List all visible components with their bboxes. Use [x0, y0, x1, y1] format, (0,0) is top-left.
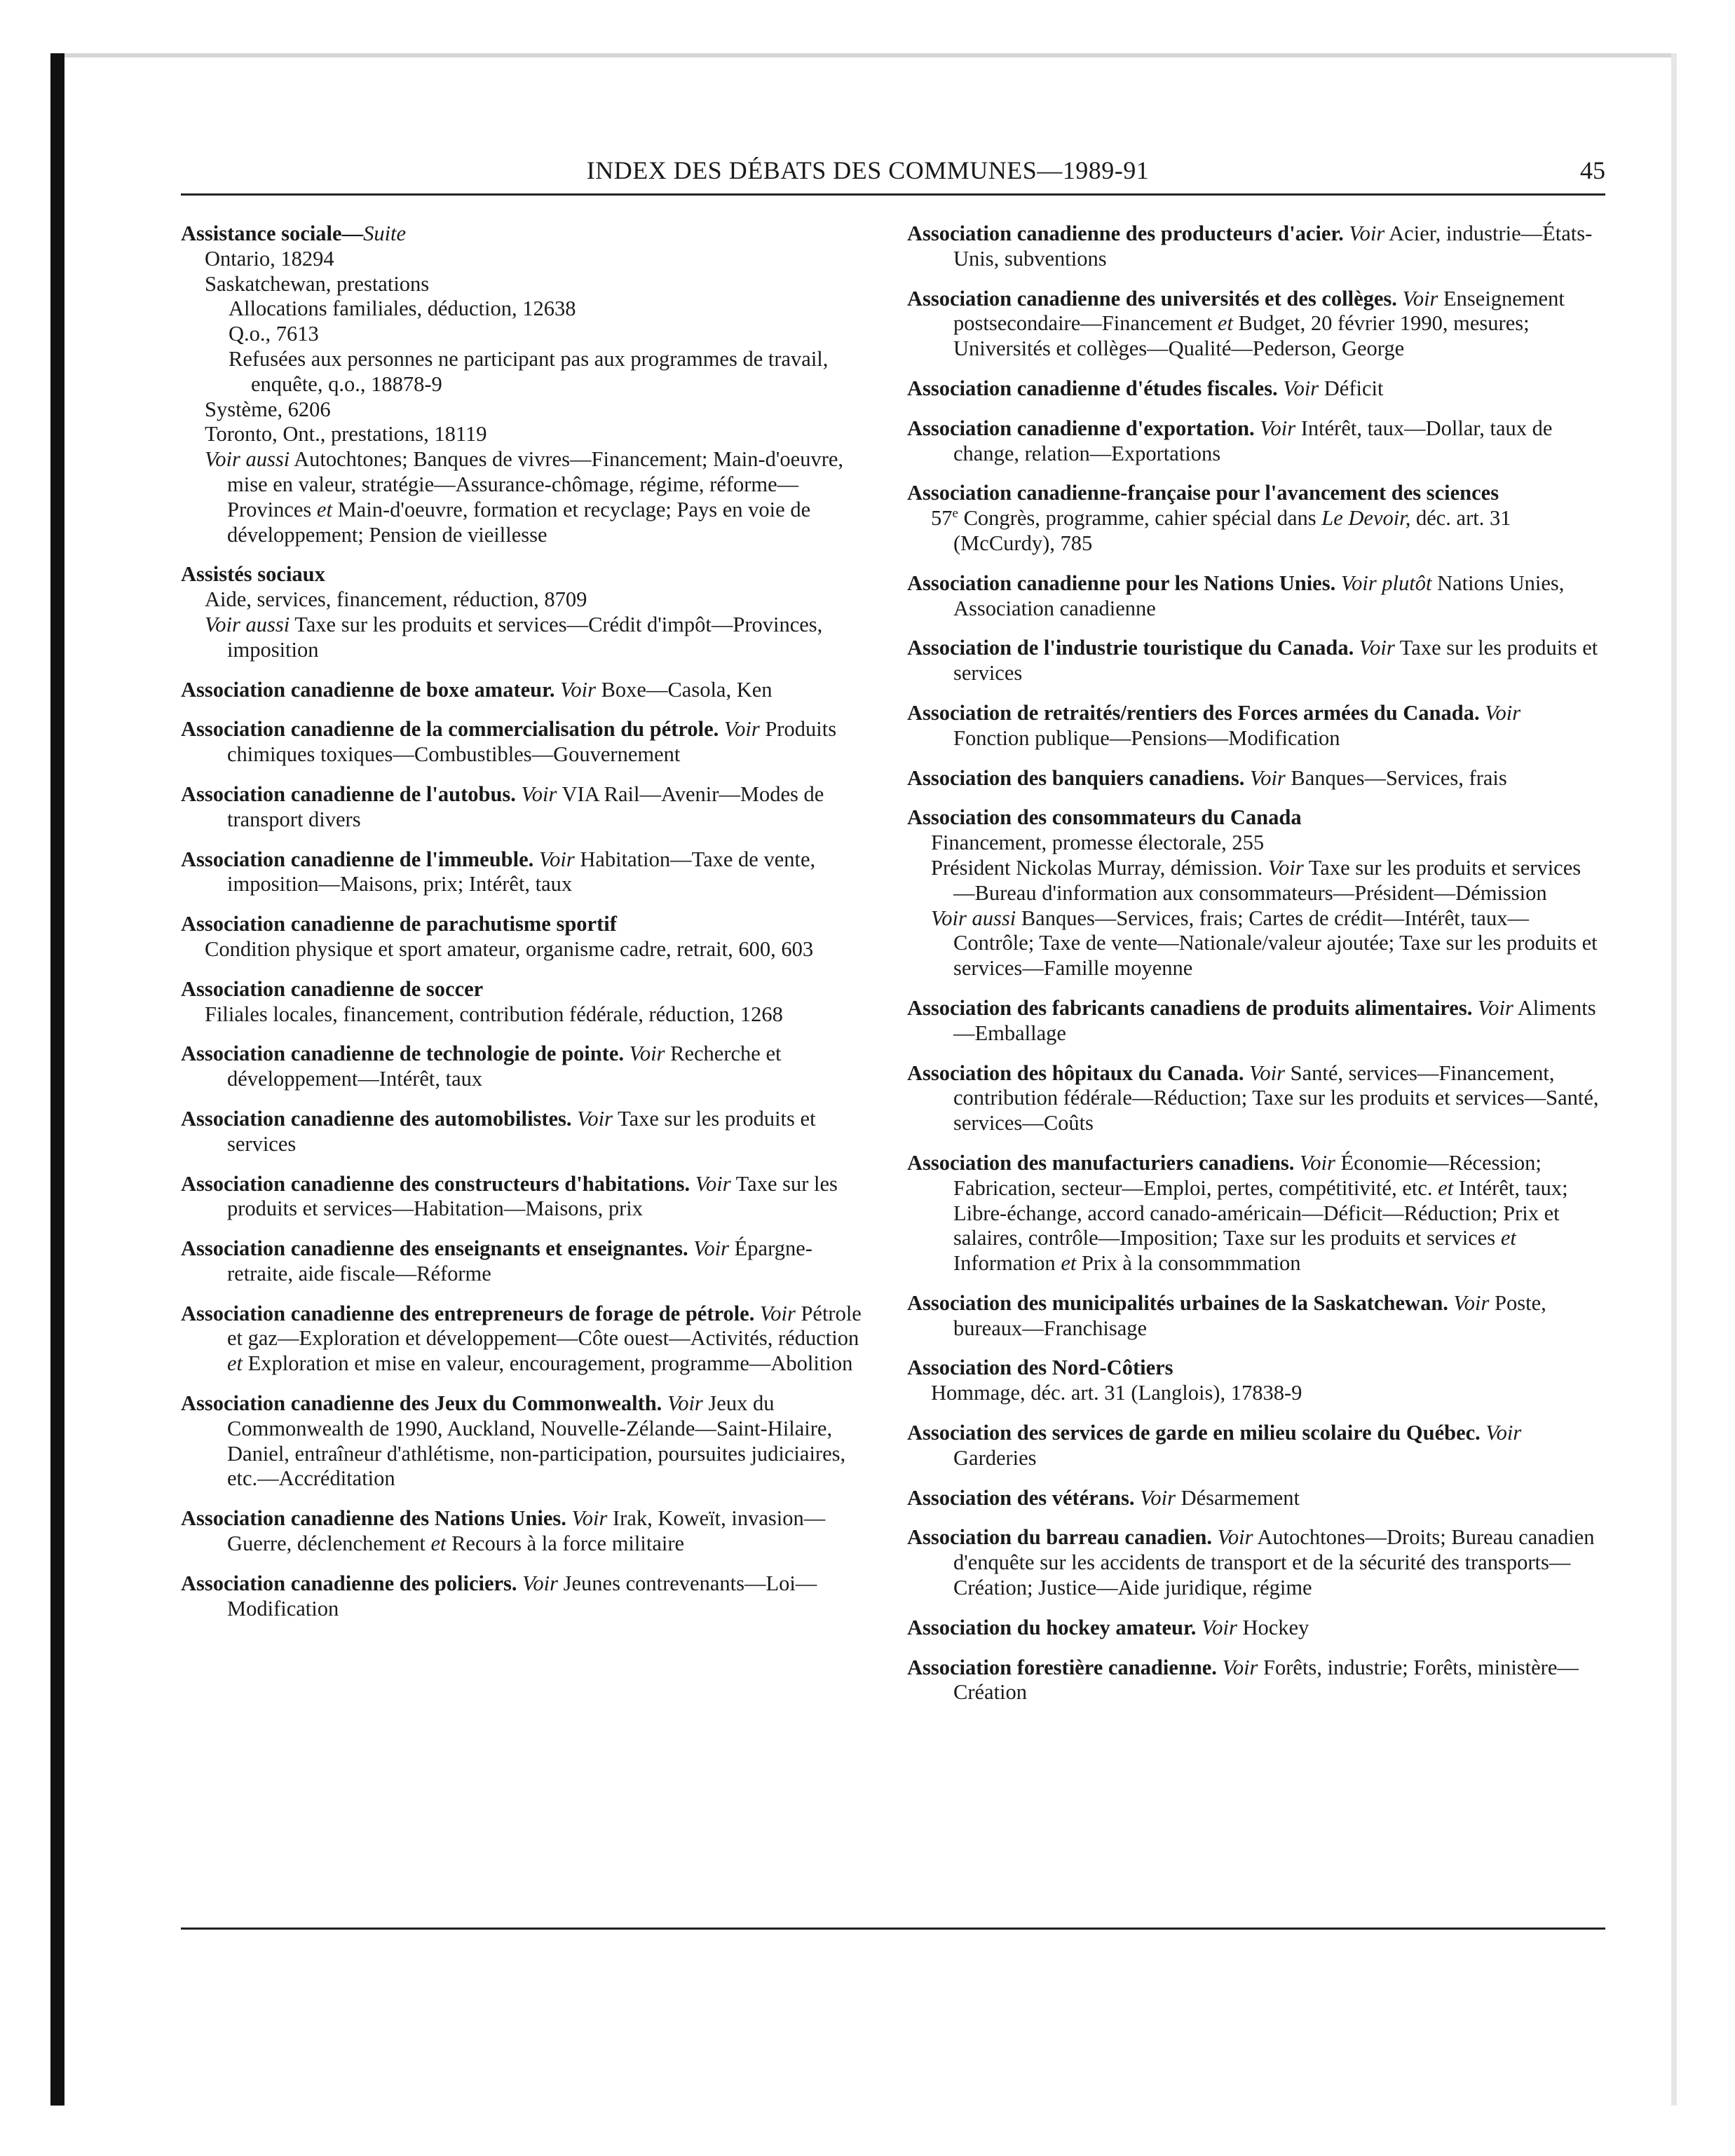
index-entry — [907, 1151, 1601, 1276]
left-column — [181, 221, 875, 1636]
index-entry — [181, 1236, 875, 1287]
entry-title: Association canadienne des enseignants et enseignantes. — [181, 1236, 688, 1261]
subentry-text: Président Nickolas Murray, démission. — [931, 855, 1268, 880]
page-header — [181, 153, 1605, 196]
entry-heading — [181, 782, 875, 833]
ref-text: Boxe—Casola, Ken — [595, 677, 773, 702]
entry-title: Association des fabricants canadiens de produits alimentaires. — [907, 995, 1473, 1020]
subentry: Ontario, 18294 — [205, 246, 334, 271]
index-entry — [181, 1571, 875, 1622]
entry-title: Association forestière canadienne. — [907, 1655, 1217, 1679]
index-entry — [181, 1302, 875, 1377]
subentry-level2: Allocations familiales, déduction, 12638 — [229, 296, 576, 321]
entry-heading — [907, 996, 1601, 1046]
page-number: 45 — [1580, 156, 1605, 184]
entry-title: Association canadienne de l'immeuble. — [181, 847, 534, 871]
subentry — [907, 506, 1601, 557]
ref-text: Poste, bureaux—Franchisage — [953, 1290, 1546, 1340]
entry-suite: Suite — [363, 221, 407, 245]
see-label: Voir — [759, 1301, 796, 1325]
index-entry — [907, 1291, 1601, 1342]
see-label: Voir — [1349, 221, 1385, 245]
entry-title: Association du barreau canadien. — [907, 1525, 1212, 1550]
entry-title: Association des manufacturiers canadiens. — [907, 1150, 1295, 1175]
entry-title: Association des consommateurs du Canada — [907, 805, 1302, 830]
see-label: Voir — [1140, 1485, 1176, 1510]
index-entry — [181, 562, 875, 662]
see-label: Voir — [1201, 1615, 1237, 1639]
ref-text: Hockey — [1237, 1615, 1309, 1639]
entry-heading — [907, 1151, 1601, 1276]
ordinal-number: 57 — [931, 506, 953, 531]
ref-text: Garderies — [953, 1445, 1037, 1470]
ref-text: Intérêt, taux; Libre-échange, accord canado-américain—Déficit—Réduction; Prix et salaires, contrôle—Imposition; Taxe sur les produits et services — [953, 1175, 1568, 1250]
entry-title: Association des municipalités urbaines de la Saskatchewan. — [907, 1290, 1448, 1315]
see-label: Voir — [577, 1106, 613, 1131]
index-entry — [907, 571, 1601, 622]
see-label: Voir — [560, 677, 596, 702]
scan-border-top — [50, 53, 1677, 57]
entry-heading — [181, 977, 875, 1002]
scan-border-left — [50, 53, 64, 2106]
ref-text: Main-d'oeuvre, formation et recyclage; Pays en voie de développement; Pension de vieillesse — [227, 497, 811, 547]
index-entry — [907, 701, 1601, 751]
entry-title: Association canadienne d'études fiscales. — [907, 376, 1278, 400]
index-page — [181, 153, 1605, 1933]
subentry-level2: Q.o., 7613 — [229, 322, 319, 346]
entry-title: Association canadienne de parachutisme sportif — [181, 912, 617, 936]
ref-text: Autochtones—Droits; Bureau canadien d'enquête sur les accidents de transport et de la sécurité des transports—Création; Justice—Aide juridique, régime — [953, 1525, 1595, 1600]
see-label: Voir — [695, 1171, 731, 1196]
entry-title: Association des banquiers canadiens. — [907, 765, 1245, 790]
index-entry — [907, 766, 1601, 791]
see-also-ref — [907, 906, 1601, 981]
entry-title: Association des services de garde en milieu scolaire du Québec. — [907, 1421, 1481, 1445]
entry-title: Association du hockey amateur. — [907, 1615, 1197, 1639]
see-label: Voir — [1249, 1060, 1285, 1085]
index-entry — [907, 1616, 1601, 1641]
et-word: et — [1438, 1175, 1454, 1200]
entry-title: Association canadienne des automobilistes. — [181, 1106, 572, 1131]
subentry: Financement, promesse électorale, 255 — [931, 831, 1265, 855]
ref-text: Taxe sur les produits et services—Bureau d'information aux consommateurs—Président—Démission — [953, 855, 1581, 905]
entry-title: Assistance sociale— — [181, 221, 364, 245]
see-rather-label: Voir plutôt — [1340, 571, 1432, 595]
index-entry — [907, 376, 1601, 402]
subentry-text: Congrès, programme, cahier spécial dans — [958, 506, 1322, 531]
ref-text: Taxe sur les produits et services—Habitation—Maisons, prix — [227, 1171, 838, 1221]
see-label: Voir — [1260, 416, 1296, 440]
ref-text: Taxe sur les produits et services — [953, 636, 1598, 685]
index-entry — [181, 717, 875, 767]
index-entry — [181, 847, 875, 898]
subentry-text: déc. art. 31 (McCurdy), 785 — [953, 506, 1511, 555]
subentry: Aide, services, financement, réduction, 8709 — [205, 587, 587, 612]
et-word: et — [1500, 1226, 1516, 1250]
see-label: Voir — [1485, 1421, 1522, 1445]
ref-text: Banques—Services, frais; Cartes de crédit—Intérêt, taux—Contrôle; Taxe de vente—Nationale/valeur ajoutée; Taxe sur les produits et services—Famille moyenne — [953, 906, 1598, 981]
subentry: Condition physique et sport amateur, organisme cadre, retrait, 600, 603 — [205, 936, 814, 961]
entry-heading — [181, 1302, 875, 1377]
scan-border-right — [1671, 53, 1677, 2106]
index-entry — [907, 1061, 1601, 1136]
index-entry — [907, 1356, 1601, 1406]
entry-heading — [907, 416, 1601, 467]
ref-text: Jeux du Commonwealth de 1990, Auckland, Nouvelle-Zélande—Saint-Hilaire, Daniel, entraîneur d'athlétisme, non-participation, poursuites judiciaires, etc.—Accréditation — [227, 1391, 846, 1491]
entry-heading — [181, 1391, 875, 1492]
ref-text: Information — [953, 1251, 1061, 1276]
entry-title: Association canadienne des entrepreneurs de forage de pétrole. — [181, 1301, 755, 1325]
et-word: et — [1061, 1251, 1077, 1276]
see-label: Voir — [1217, 1525, 1253, 1550]
ref-text: Intérêt, taux—Dollar, taux de change, relation—Exportations — [953, 416, 1553, 465]
see-label: Voir — [1402, 286, 1438, 311]
index-entry — [181, 782, 875, 833]
ordinal-suffix: e — [952, 506, 958, 521]
see-label: Voir — [1359, 636, 1395, 660]
ref-text: Banques—Services, frais — [1285, 765, 1507, 790]
entry-title: Association des Nord-Côtiers — [907, 1356, 1173, 1380]
see-label: Voir — [667, 1391, 703, 1416]
subentry-level2: Refusées aux personnes ne participant pas aux programmes de travail, enquête, q.o., 18878-9 — [229, 346, 829, 396]
right-column — [907, 221, 1601, 1720]
see-label: Voir — [521, 782, 557, 806]
subentry: Toronto, Ont., prestations, 18119 — [205, 422, 487, 446]
et-word: et — [430, 1531, 447, 1556]
entry-heading — [907, 636, 1601, 686]
index-entry — [181, 678, 875, 703]
see-also-ref — [181, 613, 875, 663]
index-entry — [907, 1421, 1601, 1471]
index-entry — [907, 287, 1601, 362]
et-word: et — [227, 1351, 243, 1376]
entry-heading — [181, 562, 875, 587]
index-entry — [181, 977, 875, 1028]
ref-text: Pétrole et gaz—Exploration et développement—Côte ouest—Activités, réduction — [227, 1301, 862, 1351]
ref-text: Nations Unies, Association canadienne — [953, 571, 1565, 620]
ref-text: Habitation—Taxe de vente, imposition—Maisons, prix; Intérêt, taux — [227, 847, 816, 896]
entry-heading — [907, 1421, 1601, 1471]
footer-rule — [181, 1928, 1605, 1930]
see-also-ref — [181, 447, 875, 547]
see-also-label: Voir aussi — [931, 906, 1016, 930]
entry-heading — [907, 701, 1601, 751]
index-entry — [907, 1656, 1601, 1706]
ref-text: Autochtones; Banques de vivres—Financement; Main-d'oeuvre, mise en valeur, stratégie—Assurance-chômage, régime, réforme—Provinces — [227, 447, 844, 521]
subentry — [907, 856, 1601, 906]
ref-text: Désarmement — [1175, 1485, 1300, 1510]
entry-title: Association canadienne de boxe amateur. — [181, 677, 555, 702]
entry-title: Association des hôpitaux du Canada. — [907, 1060, 1244, 1085]
ref-text: Produits chimiques toxiques—Combustibles—Gouvernement — [227, 717, 837, 767]
et-word: et — [316, 497, 332, 521]
ref-text: Santé, services—Financement, contribution fédérale—Réduction; Taxe sur les produits et services—Santé, services—Coûts — [953, 1060, 1599, 1135]
entry-heading — [181, 717, 875, 767]
see-label: Voir — [1267, 855, 1304, 880]
entry-heading — [181, 847, 875, 898]
entry-heading — [181, 678, 875, 703]
entry-title: Association des vétérans. — [907, 1485, 1135, 1510]
entry-heading — [907, 805, 1601, 831]
ref-text: Acier, industrie—États-Unis, subventions — [953, 221, 1593, 271]
index-entry — [907, 1486, 1601, 1511]
see-label: Voir — [1300, 1150, 1335, 1175]
entry-title: Association de l'industrie touristique du Canada. — [907, 636, 1354, 660]
entry-heading — [907, 766, 1601, 791]
entry-title: Association canadienne des constructeurs d'habitations. — [181, 1171, 690, 1196]
entry-title: Association canadienne de soccer — [181, 976, 484, 1001]
publication-title: Le Devoir, — [1321, 506, 1411, 531]
entry-heading — [907, 221, 1601, 272]
ref-text: Fonction publique—Pensions—Modification — [953, 725, 1340, 750]
see-label: Voir — [693, 1236, 730, 1261]
entry-heading — [907, 376, 1601, 402]
entry-heading — [907, 1291, 1601, 1342]
entry-title: Association canadienne de technologie de pointe. — [181, 1042, 625, 1066]
entry-title: Association canadienne des producteurs d'acier. — [907, 221, 1344, 245]
index-entry — [907, 481, 1601, 556]
see-label: Voir — [629, 1042, 665, 1066]
et-word: et — [1217, 311, 1233, 336]
entry-title: Association canadienne pour les Nations Unies. — [907, 571, 1336, 595]
ref-text: Taxe sur les produits et services — [227, 1106, 816, 1156]
see-label: Voir — [1222, 1655, 1258, 1679]
ref-text: Enseignement postsecondaire—Financement — [953, 286, 1565, 336]
subentry: Système, 6206 — [205, 397, 331, 421]
entry-heading — [181, 1506, 875, 1557]
entry-title: Association canadienne de la commercialisation du pétrole. — [181, 717, 719, 742]
index-entry — [181, 1506, 875, 1557]
index-entry — [181, 1391, 875, 1492]
index-entry — [181, 912, 875, 962]
see-label: Voir — [538, 847, 575, 871]
ref-text: Exploration et mise en valeur, encouragement, programme—Abolition — [243, 1351, 853, 1376]
entry-heading — [907, 1486, 1601, 1511]
entry-title: Association canadienne des Nations Unies. — [181, 1506, 566, 1531]
entry-title: Association canadienne d'exportation. — [907, 416, 1255, 440]
see-label: Voir — [1477, 995, 1513, 1020]
index-entry — [181, 221, 875, 547]
ref-text: Irak, Koweït, invasion—Guerre, déclenchement — [227, 1506, 826, 1556]
entry-heading — [907, 481, 1601, 506]
entry-heading — [907, 571, 1601, 622]
entry-heading — [181, 1107, 875, 1157]
entry-heading — [181, 912, 875, 937]
see-label: Voir — [522, 1571, 559, 1595]
entry-heading — [181, 1236, 875, 1287]
index-entry — [181, 1172, 875, 1222]
see-label: Voir — [1249, 765, 1286, 790]
entry-heading — [181, 1042, 875, 1092]
ref-text: Jeunes contrevenants—Loi—Modification — [227, 1571, 817, 1621]
ref-text: Recours à la force militaire — [446, 1531, 685, 1556]
ref-text: Taxe sur les produits et services—Crédit d'impôt—Provinces, imposition — [227, 612, 823, 662]
entry-heading — [907, 1525, 1601, 1600]
ref-text: Budget, 20 février 1990, mesures; Universités et collèges—Qualité—Pederson, George — [953, 311, 1530, 361]
subentry: Saskatchewan, prestations — [205, 271, 430, 296]
index-entry — [907, 416, 1601, 467]
page-title: INDEX DES DÉBATS DES COMMUNES—1989-91 — [586, 156, 1150, 184]
see-label: Voir — [1485, 700, 1521, 725]
ref-text: Aliments—Emballage — [953, 995, 1596, 1045]
ref-text: VIA Rail—Avenir—Modes de transport divers — [227, 782, 824, 831]
ref-text: Recherche et développement—Intérêt, taux — [227, 1042, 782, 1091]
entry-heading — [907, 1616, 1601, 1641]
entry-title: Association de retraités/rentiers des Forces armées du Canada. — [907, 700, 1480, 725]
entry-heading — [907, 1356, 1601, 1381]
see-also-label: Voir aussi — [205, 612, 290, 636]
index-entry — [907, 1525, 1601, 1600]
entry-title: Association canadienne-française pour l'avancement des sciences — [907, 481, 1499, 505]
index-entry — [907, 636, 1601, 686]
subentry: Hommage, déc. art. 31 (Langlois), 17838-9 — [931, 1381, 1302, 1405]
entry-heading — [181, 1172, 875, 1222]
entry-title: Association canadienne des Jeux du Commonwealth. — [181, 1391, 662, 1416]
index-entry — [181, 1107, 875, 1157]
index-entry — [181, 1042, 875, 1092]
entry-title: Association canadienne de l'autobus. — [181, 782, 516, 806]
ref-text: Déficit — [1319, 376, 1384, 400]
index-entry — [907, 996, 1601, 1046]
entry-title: Association canadienne des universités et des collèges. — [907, 286, 1397, 311]
index-entry — [907, 221, 1601, 272]
ref-text: Économie—Récession; Fabrication, secteur—Emploi, pertes, compétitivité, etc. — [953, 1150, 1542, 1200]
entry-title: Assistés sociaux — [181, 562, 325, 587]
see-label: Voir — [1453, 1290, 1490, 1315]
ref-text: Épargne-retraite, aide fiscale—Réforme — [227, 1236, 812, 1285]
entry-heading — [181, 221, 875, 247]
index-entry — [907, 805, 1601, 981]
see-label: Voir — [571, 1506, 608, 1531]
entry-heading — [907, 287, 1601, 362]
entry-heading — [181, 1571, 875, 1622]
subentry: Filiales locales, financement, contribution fédérale, réduction, 1268 — [205, 1002, 783, 1026]
ref-text: Prix à la consommmation — [1076, 1251, 1301, 1276]
see-label: Voir — [1283, 376, 1319, 400]
entry-heading — [907, 1656, 1601, 1706]
see-label: Voir — [723, 717, 760, 742]
see-also-label: Voir aussi — [205, 447, 290, 472]
entry-heading — [907, 1061, 1601, 1136]
ref-text: Forêts, industrie; Forêts, ministère—Création — [953, 1655, 1579, 1705]
entry-title: Association canadienne des policiers. — [181, 1571, 517, 1595]
